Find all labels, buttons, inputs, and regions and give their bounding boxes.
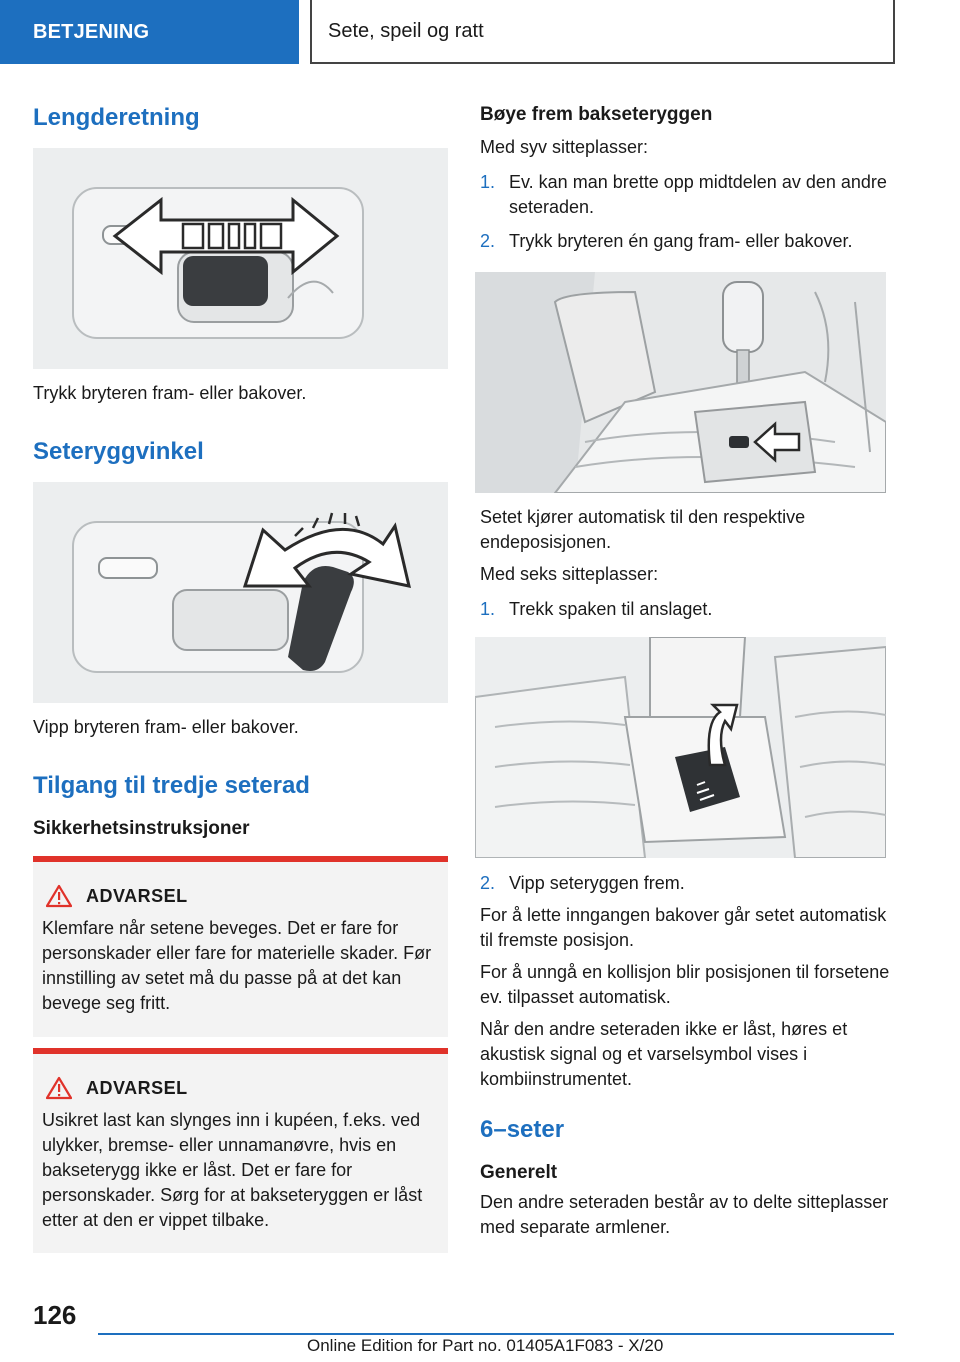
step-text: Vipp seteryggen frem. <box>509 873 685 893</box>
warning-text: Klemfare når setene beveges. Det er fare for personskader eller fare for materielle skader. Før innstilling av setet må du passe på at det kan bevege seg fritt. <box>42 918 432 1013</box>
step-number: 2. <box>480 873 496 893</box>
list-item <box>480 229 892 254</box>
warning-triangle-icon <box>46 884 72 908</box>
seat-switch-backrest-illustration <box>33 482 448 703</box>
list-item <box>480 597 892 622</box>
footer-edition: Online Edition for Part no. 01405A1F083 - X/20 <box>307 1336 664 1355</box>
heading-6seter: 6–seter <box>480 1116 565 1143</box>
seat-lever-illustration <box>475 637 886 858</box>
list-item <box>480 871 892 896</box>
figure-seat-switch-backrest <box>33 482 448 703</box>
heading-lengderetning: Lengderetning <box>33 104 200 131</box>
rear-seat-button-illustration <box>475 272 886 493</box>
steps-syv <box>480 170 892 254</box>
steps-seks-a <box>480 597 892 622</box>
heading-generelt: Generelt <box>480 1162 558 1183</box>
footer-divider <box>98 1333 894 1335</box>
step-number: 1. <box>480 599 496 619</box>
text-seks-sitteplasser: Med seks sitteplasser: <box>480 564 659 584</box>
warning-head <box>42 1074 439 1102</box>
step-text: Trekk spaken til anslaget. <box>509 599 713 619</box>
caption-seteryggvinkel: Vipp bryteren fram- eller bakover. <box>33 717 299 737</box>
text-nar: Når den andre seteraden ikke er låst, høres et akustisk signal og et varselsymbol vises i kombiinstrumentet. <box>480 1019 848 1089</box>
text-setet-kjorer: Setet kjører automatisk til den respektive endeposisjonen. <box>480 507 806 552</box>
heading-boye-frem: Bøye frem bakseteryggen <box>480 104 713 125</box>
warning-head <box>42 882 439 910</box>
steps-seks-b <box>480 871 892 896</box>
step-number: 2. <box>480 231 496 251</box>
right-column <box>480 100 892 1240</box>
warning-text: Usikret last kan slynges inn i kupéen, f.eks. ved ulykker, bremse- eller unnamanøvre, hvis en bakseterygg ikke er låst. Det er fare for personskader. Sørg for at bakseteryggen er låst etter at den er vippet tilbake. <box>42 1110 423 1230</box>
list-item <box>480 170 892 220</box>
text-unnga: For å unngå en kollisjon blir posisjonen til forsetene ev. tilpasset automatisk. <box>480 962 890 1007</box>
figure-seat-switch-length <box>33 148 448 369</box>
text-generelt: Den andre seteraden består av to delte sitteplasser med separate armlener. <box>480 1192 889 1237</box>
warning-triangle-icon <box>46 1076 72 1100</box>
warning-title: ADVARSEL <box>86 1077 188 1098</box>
step-text: Ev. kan man brette opp midtdelen av den andre seteraden. <box>509 172 887 217</box>
seat-switch-length-illustration <box>33 148 448 369</box>
text-syv-sitteplasser: Med syv sitteplasser: <box>480 137 649 157</box>
text-lette: For å lette inngangen bakover går setet automatisk til fremste posisjon. <box>480 905 887 950</box>
heading-tilgang: Tilgang til tredje seterad <box>33 772 310 799</box>
warning-title: ADVARSEL <box>86 885 188 906</box>
figure-seat-lever <box>475 637 886 858</box>
chapter-title-text: Sete, speil og ratt <box>328 19 484 42</box>
chapter-title <box>310 0 895 64</box>
section-tab: BETJENING <box>0 0 299 64</box>
left-column <box>33 100 448 1253</box>
page-number: 126 <box>33 1300 77 1330</box>
warning-box-1 <box>33 856 448 1037</box>
figure-rear-seat-button <box>475 272 886 493</box>
step-number: 1. <box>480 172 496 192</box>
heading-sikkerhet: Sikkerhetsinstruksjoner <box>33 818 250 839</box>
heading-seteryggvinkel: Seteryggvinkel <box>33 438 204 465</box>
caption-lengderetning: Trykk bryteren fram- eller bakover. <box>33 383 307 403</box>
warning-box-2 <box>33 1048 448 1253</box>
step-text: Trykk bryteren én gang fram- eller bakover. <box>509 231 853 251</box>
